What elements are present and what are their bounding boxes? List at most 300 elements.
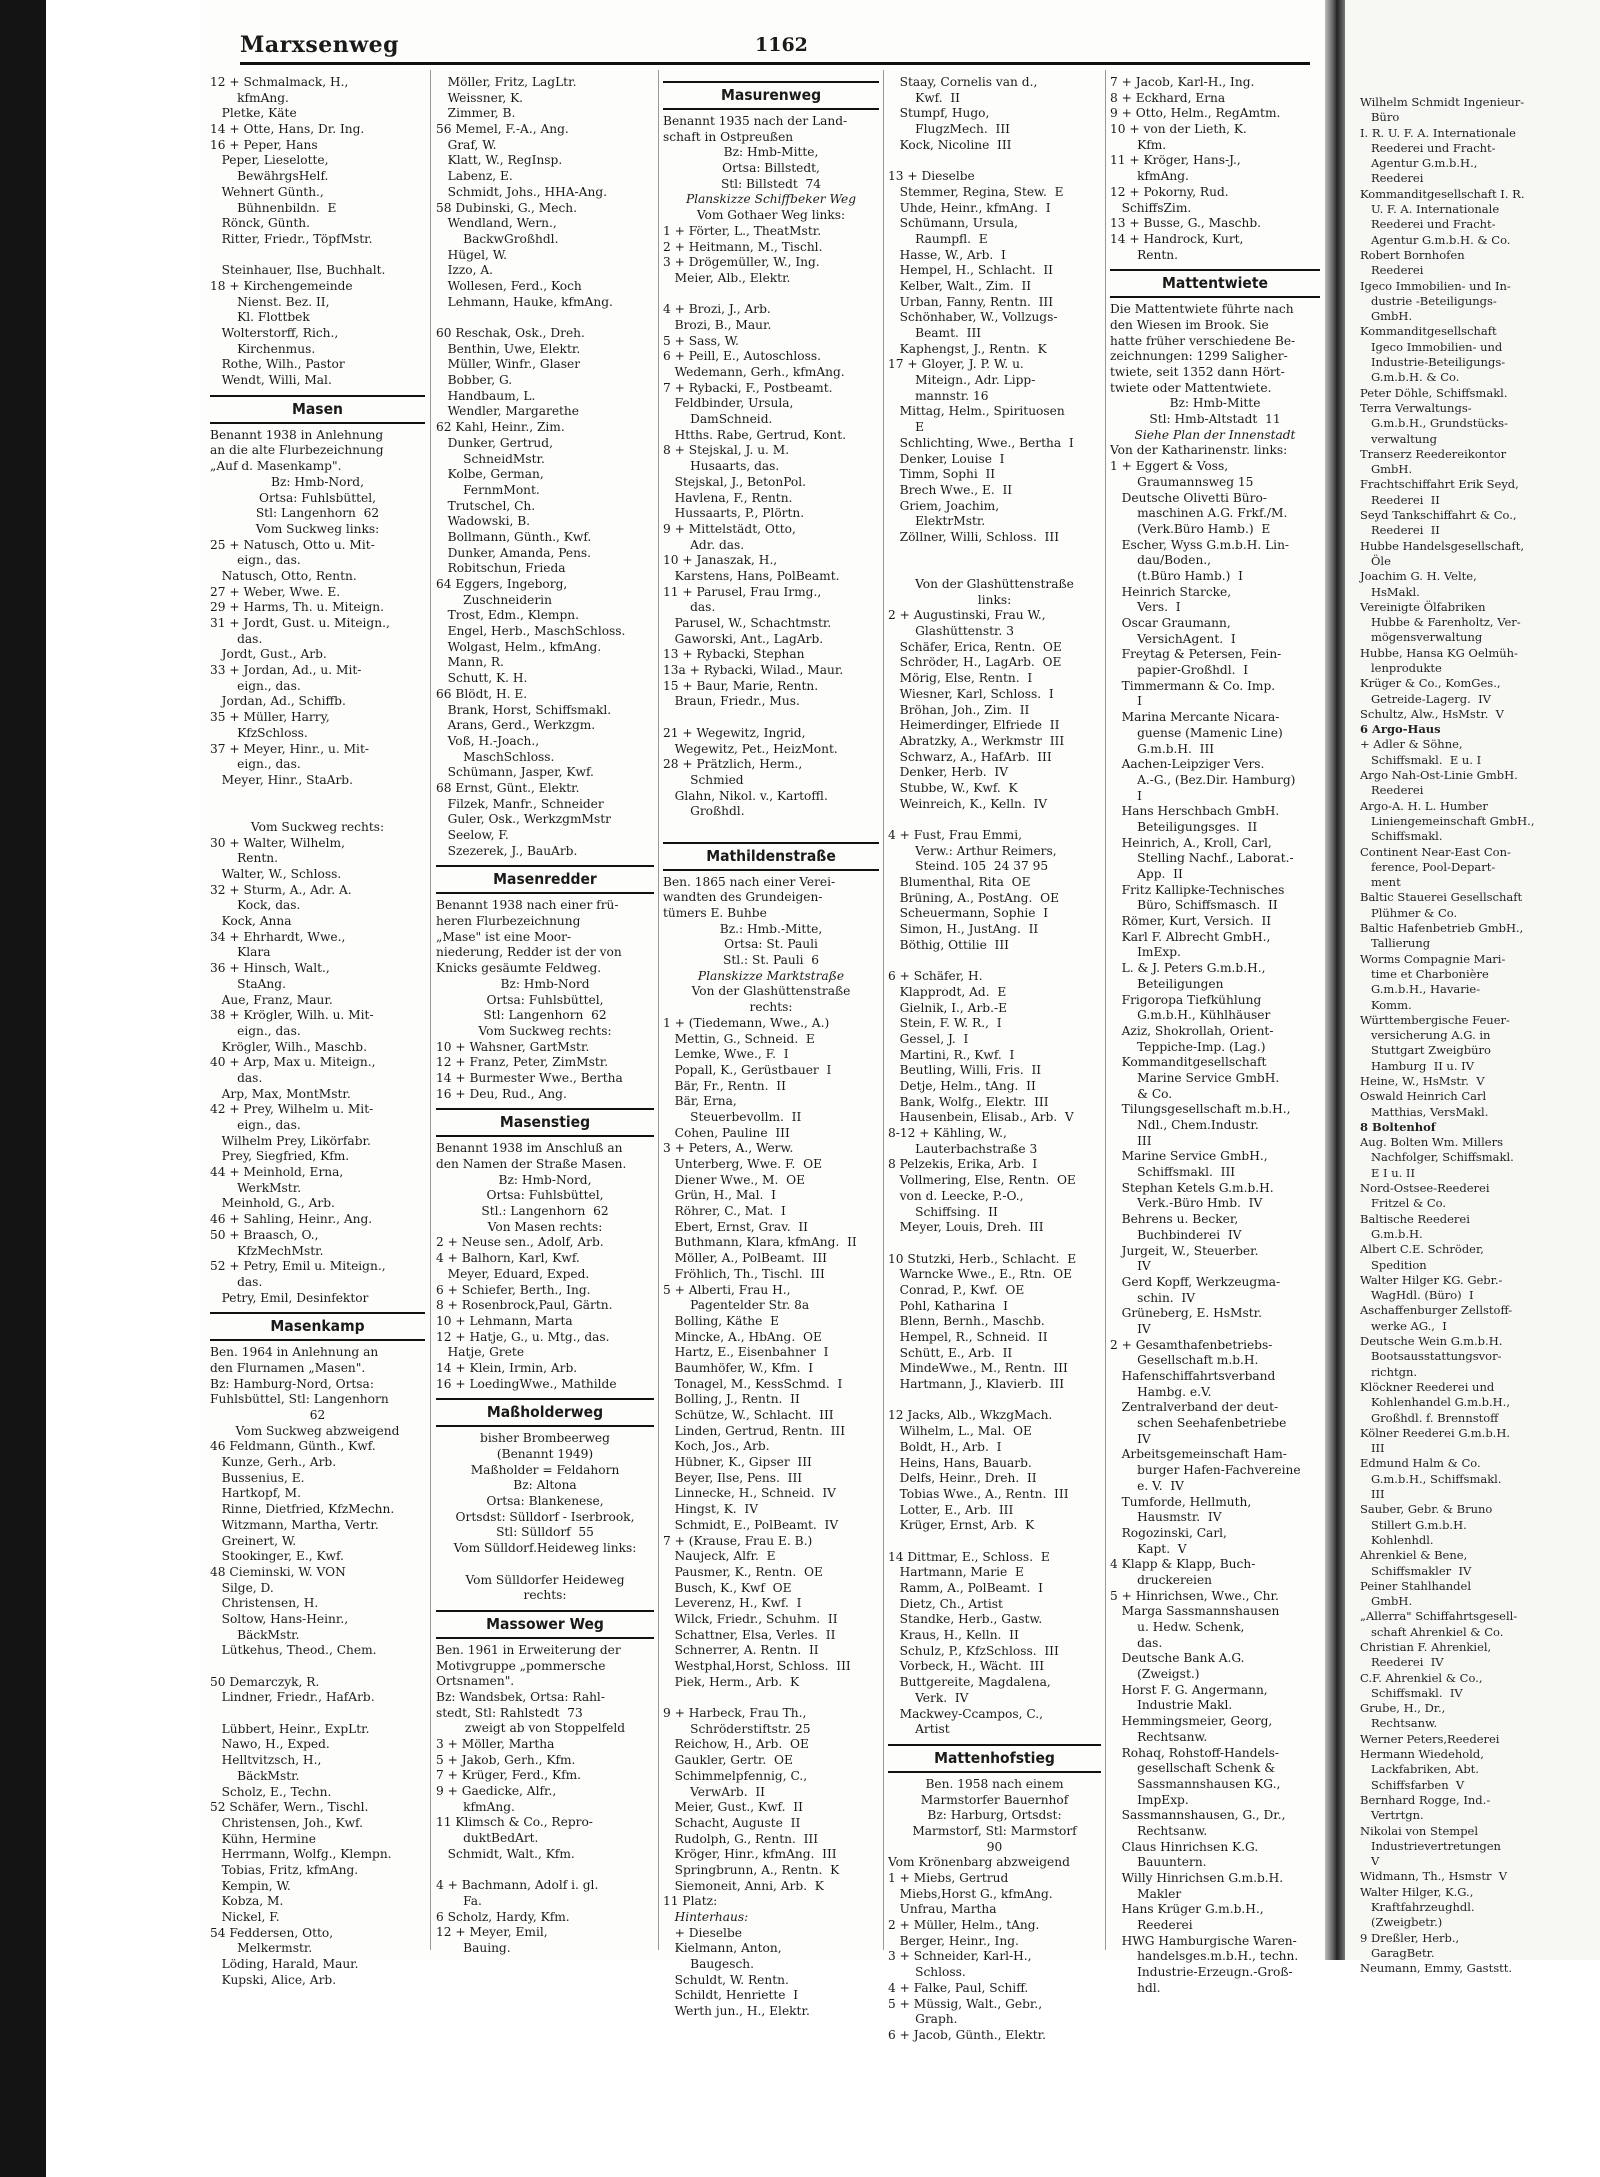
directory-entry-line: Benthin, Uwe, Elektr. [436, 341, 581, 356]
directory-entry-line: Bauing. [436, 1940, 511, 1955]
directory-entry-line: 9 + Gaedicke, Alfr., [436, 1784, 557, 1799]
directory-entry-line: Kwf. II [888, 90, 960, 105]
directory-entry-line: Plühmer & Co. [1360, 905, 1458, 920]
directory-entry-line: A.-G., (Bez.Dir. Hamburg) [1110, 772, 1296, 787]
directory-entry-line: Bz: Wandsbek, Ortsa: Rahl- [436, 1689, 605, 1704]
directory-entry-line: Szezerek, J., BauArb. [436, 843, 578, 858]
directory-entry-line: Naujeck, Alfr. E [663, 1549, 776, 1564]
directory-entry-line: Büro, Schiffsmasch. II [1110, 898, 1278, 913]
directory-entry-line: 46 Feldmann, Günth., Kwf. [210, 1439, 376, 1454]
directory-entry-line [436, 310, 654, 326]
directory-entry-line: Gesellschaft m.b.H. [1110, 1353, 1259, 1368]
directory-entry-line: Weinreich, K., Kelln. IV [888, 796, 1048, 811]
directory-entry-line: Robitschun, Frieda [436, 561, 566, 576]
directory-entry-line: 13 + Dieselbe [888, 169, 975, 184]
directory-entry-line: Makler [1110, 1886, 1182, 1901]
directory-entry-line: C.F. Ahrenkiel & Co., [1360, 1670, 1483, 1685]
directory-entry-line: Wolterstorff, Rich., [210, 326, 339, 340]
directory-entry-line: Deutsche Bank A.G. [1110, 1651, 1245, 1666]
directory-entry-line: Württembergische Feuer- [1360, 1012, 1510, 1027]
directory-entry-line: Meier, Gust., Kwf. II [663, 1800, 803, 1815]
directory-entry-line: Marine Service GmbH. [1110, 1070, 1280, 1085]
directory-entry-line: Schwarz, A., HafArb. III [888, 749, 1052, 764]
directory-entry-line: Ortsa: Fuhlsbüttel, [259, 490, 376, 505]
directory-entry-line: Vereinigte Ölfabriken [1360, 599, 1486, 614]
directory-entry-line: Reichow, H., Arb. OE [663, 1737, 809, 1752]
directory-entry-line: Widmann, Th., Hsmstr V [1360, 1869, 1508, 1884]
directory-entry-line: Martini, R., Kwf. I [888, 1047, 1015, 1062]
directory-entry-line: Zimmer, B. [436, 106, 516, 121]
directory-entry-line: Vom Krönenbarg abzweigend [888, 1855, 1070, 1870]
directory-entry-line: Lauterbachstraße 3 [888, 1141, 1038, 1156]
directory-entry-line: Wilhelm, L., Mal. OE [888, 1424, 1032, 1439]
directory-entry-line: 46 + Sahling, Heinr., Ang. [210, 1212, 373, 1227]
directory-entry-line: Verw.: Arthur Reimers, [888, 843, 1057, 858]
directory-entry-line: E [888, 420, 925, 435]
directory-entry-line: Sauber, Gebr. & Bruno [1360, 1502, 1493, 1517]
directory-entry-line: heren Flurbezeichnung [436, 914, 581, 929]
directory-entry-line: Krüger & Co., KomGes., [1360, 676, 1501, 691]
directory-entry-line: Scholz, E., Techn. [210, 1784, 332, 1799]
directory-entry-line: Sassmannshausen KG., [1110, 1776, 1281, 1791]
directory-entry-line: Industrievertretungen [1360, 1838, 1501, 1853]
directory-entry-line: Vers. I [1110, 600, 1181, 615]
directory-entry-line: Seelow, F. [436, 828, 509, 842]
directory-entry-line: papier-Großhdl. I [1110, 663, 1249, 678]
directory-entry-line: Hübner, K., Gipser III [663, 1455, 812, 1470]
directory-entry-line: 13 + Busse, G., Maschb. [1110, 216, 1262, 231]
directory-entry-line: 21 + Wegewitz, Ingrid, [663, 725, 806, 740]
street-heading: Masen [210, 395, 425, 424]
directory-entry-line: Wadowski, B. [436, 514, 531, 529]
directory-entry-line: Vertrtgn. [1360, 1808, 1424, 1823]
directory-entry-line: e. V. IV [1110, 1478, 1184, 1493]
directory-entry-line: Willy Hinrichsen G.m.b.H. [1110, 1871, 1284, 1885]
directory-entry-line: Adr. das. [663, 537, 745, 552]
directory-entry-line: Ahrenkiel & Bene, [1360, 1548, 1468, 1563]
directory-entry-line: 32 + Sturm, A., Adr. A. [210, 882, 352, 897]
directory-entry-line: Vom Sülldorf.Heideweg links: [453, 1541, 637, 1556]
directory-entry-line: Beyer, Ilse, Pens. III [663, 1470, 803, 1485]
directory-entry-line: BackwGroßhdl. [436, 231, 559, 246]
directory-entry-line: 25 + Natusch, Otto u. Mit- [210, 537, 375, 552]
directory-entry-line: Steuerbevollm. II [663, 1109, 802, 1124]
directory-entry-line: Kapt. V [1110, 1541, 1187, 1556]
directory-entry-line: GaragBetr. [1360, 1945, 1435, 1960]
directory-entry-line: Rentn. [210, 851, 278, 866]
directory-entry-line: Unterberg, Wwe. F. OE [663, 1157, 823, 1171]
directory-entry-line: App. II [1110, 867, 1183, 881]
directory-entry-line: Pagentelder Str. 8a [663, 1298, 810, 1313]
directory-entry-line: Benannt 1935 nach der Land- [663, 114, 848, 128]
directory-entry-line: 12 + Franz, Peter, ZimMstr. [436, 1055, 609, 1070]
directory-entry-line: VerwArb. II [663, 1784, 765, 1799]
directory-entry-line: 10 + Wahsner, GartMstr. [436, 1039, 590, 1054]
directory-entry-line: Tonagel, M., KessSchmd. I [663, 1376, 843, 1391]
directory-entry-line: den Namen der Straße Masen. [436, 1157, 627, 1171]
directory-entry-line [888, 1393, 1101, 1409]
directory-entry-line: Reederei und Fracht- [1360, 217, 1496, 232]
directory-entry-line: Kölner Reederei G.m.b.H. [1360, 1425, 1511, 1440]
directory-entry-line: Ortsa: Fuhlsbüttel, [486, 1188, 604, 1203]
directory-entry-line: Werth jun., H., Elektr. [663, 2004, 810, 2019]
directory-entry-line: Vom Sülldorfer Heideweg [465, 1572, 625, 1587]
directory-entry-line: Hügel, W. [436, 247, 508, 262]
directory-entry-line: Brech Wwe., E. II [888, 482, 1013, 497]
directory-entry-line: Siemoneit, Anni, Arb. K [663, 1878, 824, 1893]
directory-entry-line: Brüning, A., PostAng. OE [888, 890, 1059, 905]
directory-entry-line: Behrens u. Becker, [1110, 1212, 1239, 1227]
directory-entry-line: Rechtsanw. [1360, 1716, 1438, 1731]
directory-entry-line: 5 + Hinrichsen, Wwe., Chr. [1110, 1588, 1279, 1603]
directory-entry-line: Klara [210, 945, 271, 960]
directory-entry-line: Die Mattentwiete führte nach [1110, 302, 1294, 317]
directory-entry-line: „Allerra" Schiffahrtsgesell- [1360, 1609, 1518, 1624]
directory-entry-line: Glashüttenstr. 3 [888, 624, 1014, 639]
directory-entry-line [436, 1863, 654, 1879]
directory-entry-line: Brozi, B., Maur. [663, 317, 772, 332]
directory-entry-line: Denker, Louise I [888, 451, 1005, 466]
directory-entry-line: 6 Scholz, Hardy, Kfm. [436, 1909, 570, 1924]
directory-entry-line: verwaltung [1360, 431, 1437, 446]
directory-entry-line: 6 + Jacob, Günth., Elektr. [888, 2027, 1047, 2042]
directory-entry-line: Arans, Gerd., Werkzgm. [436, 718, 596, 733]
street-heading: Masenredder [436, 865, 654, 894]
directory-entry-line: Walter, W., Schloss. [210, 867, 342, 881]
directory-entry-line: Hingst, K. IV [663, 1502, 759, 1517]
directory-entry-line: Mettin, G., Schneid. E [663, 1031, 815, 1046]
directory-entry-line: Kfm. [1110, 137, 1167, 152]
directory-entry-line: 54 Feddersen, Otto, [210, 1925, 334, 1940]
directory-entry-line: Boldt, H., Arb. I [888, 1439, 1002, 1454]
directory-entry-line: Simon, H., JustAng. II [888, 922, 1039, 937]
directory-entry-line: Stemmer, Regina, Stew. E [888, 184, 1064, 199]
directory-entry-line: Springbrunn, A., Rentn. K [663, 1862, 840, 1877]
directory-entry-line: 17 + Gloyer, J. P. W. u. [888, 357, 1024, 372]
directory-entry-line: 10 + Lehmann, Marta [436, 1313, 573, 1328]
directory-entry-line: Kommanditgesellschaft [1110, 1055, 1267, 1070]
directory-entry-line: 48 Cieminski, W. VON [210, 1564, 346, 1579]
directory-entry-line: Industrie-Beteiligungs- [1360, 355, 1506, 370]
directory-entry-line: Marina Mercante Nicara- [1110, 710, 1280, 725]
directory-entry-line: Fröhlich, Th., Tischl. III [663, 1266, 825, 1281]
directory-entry-line: Komm. [1360, 997, 1412, 1012]
directory-entry-line: Rechtsanw. [1110, 1823, 1208, 1838]
directory-entry-line: Popall, K., Gerüstbauer I [663, 1062, 832, 1077]
directory-entry-line: III [1110, 1133, 1152, 1148]
directory-entry-line: Klatt, W., RegInsp. [436, 153, 563, 168]
directory-entry-line: Vorbeck, H., Wächt. III [888, 1659, 1045, 1674]
directory-entry-line: schin. IV [1110, 1290, 1196, 1305]
directory-entry-line: Stejskal, J., BetonPol. [663, 474, 807, 489]
directory-entry-line: Schümann, Ursula, [888, 216, 1019, 231]
directory-entry-line: 2 + Augustinski, Frau W., [888, 608, 1046, 623]
directory-entry-line: Prey, Siegfried, Kfm. [210, 1149, 350, 1164]
directory-entry-line: 5 + Alberti, Frau H., [663, 1282, 791, 1297]
directory-entry-line: Ben. 1865 nach einer Verei- [663, 874, 836, 889]
directory-entry-line: Edmund Halm & Co. [1360, 1456, 1481, 1471]
directory-entry-line: Hatje, Grete [436, 1345, 525, 1360]
directory-entry-line: Stein, F. W. R., I [888, 1016, 1002, 1031]
directory-entry-line: Aachen-Leipziger Vers. [1110, 757, 1265, 772]
directory-entry-line: Fritzel & Co. [1360, 1196, 1447, 1211]
directory-entry-line: 8 + Eckhard, Erna [1110, 90, 1226, 105]
directory-entry-line: hdl. [1110, 1980, 1161, 1995]
directory-entry-line: 5 + Müssig, Walt., Gebr., [888, 1996, 1043, 2011]
directory-entry-line: Lackfabriken, Abt. [1360, 1762, 1479, 1777]
directory-entry-line: Bz: Hmb-Nord, [271, 474, 364, 489]
directory-entry-line: Mörig, Else, Rentn. I [888, 671, 1033, 686]
directory-entry-line: Schönhaber, W., Vollzugs- [888, 310, 1058, 325]
directory-entry-line: schaft in Ostpreußen [663, 129, 794, 144]
directory-entry-line: Graph. [888, 2012, 958, 2027]
directory-entry-line: rechts: [749, 1000, 793, 1015]
directory-entry-line: Fuhlsbüttel, Stl: Langenhorn [210, 1392, 389, 1407]
directory-entry-line: Hartz, E., Eisenbahner I [663, 1345, 829, 1360]
directory-entry-line: 18 + Kirchengemeinde [210, 278, 353, 293]
directory-entry-line: Reederei [1110, 1918, 1193, 1933]
directory-entry-line: Kaphengst, J., Rentn. K [888, 341, 1047, 356]
directory-entry-line: 28 + Prätzlich, Herm., [663, 757, 803, 772]
directory-entry-line: Liniengemeinschaft GmbH., [1360, 813, 1535, 828]
directory-entry-line: Bär, Fr., Rentn. II [663, 1078, 786, 1093]
directory-entry-line: 62 Kahl, Heinr., Zim. [436, 420, 565, 435]
directory-column-4 [888, 75, 1101, 2044]
directory-entry-line: Guler, Osk., WerkzgmMstr [436, 812, 611, 827]
directory-entry-line: Natusch, Otto, Rentn. [210, 568, 357, 583]
page-number: 1162 [755, 34, 808, 56]
directory-entry-line: Lütkehus, Theod., Chem. [210, 1643, 377, 1658]
directory-entry-line: Warncke Wwe., E., Rtn. OE [888, 1267, 1073, 1282]
directory-entry-line: 14 + Burmester Wwe., Bertha [436, 1070, 623, 1085]
directory-entry-line: 6 + Peill, E., Autoschloss. [663, 349, 821, 364]
directory-entry-line: Hubbe Handelsgesellschaft, [1360, 538, 1525, 553]
directory-entry-line: Kl. Flottbek [210, 310, 310, 325]
directory-entry-line: 60 Reschak, Osk., Dreh. [436, 326, 585, 340]
directory-entry-line: maschinen A.G. Frkf./M. [1110, 506, 1288, 521]
directory-entry-line: Kirchenmus. [210, 341, 316, 356]
directory-column-3 [663, 75, 879, 2020]
directory-entry-line: ImpExp. [1110, 1792, 1189, 1807]
directory-entry-line: Schmidt, Johs., HHA-Ang. [436, 184, 607, 199]
directory-entry-line: Gessel, J. I [888, 1031, 969, 1046]
directory-entry-line: GmbH. [1360, 309, 1413, 324]
directory-entry-line: Karl F. Albrecht GmbH., [1110, 929, 1271, 944]
directory-entry-line: das. [210, 1274, 263, 1289]
directory-entry-line: duktBedArt. [436, 1831, 539, 1846]
directory-entry-line: Buttgereite, Magdalena, [888, 1675, 1051, 1690]
directory-entry-line: Stl.: Langenhorn 62 [481, 1204, 609, 1219]
directory-entry-line: Motivgruppe „pommersche [436, 1658, 606, 1673]
directory-entry-line: Aziz, Shokrollah, Orient- [1110, 1023, 1274, 1038]
directory-entry-line: Schiffsmakl. [1360, 829, 1443, 844]
directory-entry-line: Hermann Wiedehold, [1360, 1747, 1484, 1762]
directory-entry-line: burger Hafen-Fachvereine [1110, 1463, 1301, 1478]
directory-entry-line: Großhdl. f. Brennstoff [1360, 1410, 1499, 1425]
directory-entry-line: E I u. II [1360, 1165, 1416, 1180]
directory-entry-line: 5 + Sass, W. [663, 333, 739, 348]
directory-entry-line: Von der Katharinenstr. links: [1110, 443, 1288, 458]
directory-entry-line: Schmidt, E., PolBeamt. IV [663, 1517, 839, 1532]
directory-entry-line: 16 + Deu, Rud., Ang. [436, 1086, 567, 1101]
directory-entry-line: twiete, seit 1352 dann Hört- [1110, 365, 1285, 379]
directory-entry-line: Schulz, P., KfzSchloss. III [888, 1643, 1059, 1658]
directory-entry-line: Schmidt, Walt., Kfm. [436, 1846, 575, 1861]
directory-entry-line: Stl: Langenhorn 62 [255, 506, 380, 521]
directory-entry-line: 10 + Janaszak, H., [663, 553, 778, 568]
directory-entry-line: Hamburg II u. IV [1360, 1058, 1475, 1073]
adjacent-page-column [1360, 95, 1595, 1977]
directory-entry-line: Meyer, Eduard, Exped. [436, 1266, 590, 1281]
directory-entry-line [888, 153, 1101, 169]
directory-entry-line: Kolbe, German, [436, 467, 544, 482]
directory-entry-line: 7 + Jacob, Karl-H., Ing. [1110, 75, 1255, 89]
directory-entry-line: Linden, Gertrud, Rentn. III [663, 1423, 846, 1438]
directory-entry-line: Fa. [436, 1893, 482, 1908]
directory-entry-line: Heine, W., HsMstr. V [1360, 1074, 1485, 1088]
directory-entry-line: 4 Klapp & Klapp, Buch- [1110, 1557, 1256, 1572]
directory-entry-line: Beutling, Willi, Fris. II [888, 1063, 1042, 1078]
directory-entry-line: 15 + Baur, Marie, Rentn. [663, 678, 819, 693]
directory-entry-line: 2 + Neuse sen., Adolf, Arb. [436, 1235, 604, 1250]
directory-entry-line: Nachfolger, Schiffsmakl. [1360, 1150, 1514, 1165]
directory-entry-line: Von der Glashüttenstraße [915, 577, 1074, 591]
directory-entry-line: Marga Sassmannshausen [1110, 1604, 1280, 1619]
directory-entry-line: 16 + Peper, Hans [210, 137, 318, 152]
directory-entry-line: Sassmannshausen, G., Dr., [1110, 1808, 1286, 1823]
directory-entry-line: Planskizze Schiffbeker Weg [685, 192, 857, 207]
directory-entry-line: Bootsausstattungsvor- [1360, 1349, 1502, 1364]
directory-entry-line: Schmied [663, 772, 744, 787]
directory-entry-line: Knicks gesäumte Feldweg. [436, 961, 602, 976]
directory-entry-line: Verk.-Büro Hmb. IV [1110, 1196, 1263, 1211]
directory-entry-line: Reederei und Fracht- [1360, 140, 1496, 155]
directory-entry-line: eign., das. [210, 553, 301, 568]
directory-entry-line: Bz: Harburg, Ortsdst: [927, 1808, 1062, 1823]
directory-entry-line: 7 + Krüger, Ferd., Kfm. [436, 1768, 582, 1783]
directory-entry-line: Greinert, W. [210, 1533, 297, 1548]
directory-entry-line: Bernhard Rogge, Ind.- [1360, 1792, 1491, 1807]
directory-entry-line: ImExp. [1110, 945, 1181, 960]
directory-entry-line: 50 + Braasch, O., [210, 1227, 319, 1242]
directory-entry-line: Pohl, Katharina I [888, 1298, 1008, 1313]
directory-entry-line: 58 Dubinski, G., Mech. [436, 200, 578, 215]
directory-entry-line: Grube, H., Dr., [1360, 1701, 1446, 1716]
directory-entry-line: Schuldt, W. Rentn. [663, 1972, 789, 1987]
directory-entry-line: Meyer, Hinr., StaArb. [210, 772, 353, 787]
directory-entry-line: Leverenz, H., Kwf. I [663, 1596, 802, 1611]
directory-entry-line: Frachtschiffahrt Erik Seyd, [1360, 477, 1519, 492]
directory-entry-line: Ben. 1964 in Anlehnung an [210, 1345, 379, 1360]
directory-entry-line: Oscar Graumann, [1110, 616, 1231, 630]
directory-entry-line: Bz: Hmb-Mitte, [723, 145, 819, 160]
directory-entry-line: Stl: Billstedt 74 [720, 176, 822, 191]
directory-entry-line: Artist [888, 1722, 950, 1737]
directory-entry-line: 33 + Jordan, Ad., u. Mit- [210, 663, 362, 678]
column-divider [883, 70, 884, 1950]
directory-entry-line: das. [1110, 1635, 1163, 1650]
directory-entry-line: 4 + Balhorn, Karl, Kwf. [436, 1251, 580, 1266]
directory-entry-line: Bolling, J., Rentn. II [663, 1392, 800, 1407]
directory-entry-line: Rechtsanw. [1110, 1729, 1208, 1744]
directory-entry-line: Peter Döhle, Schiffsmakl. [1360, 385, 1508, 400]
directory-entry-line: Blumenthal, Rita OE [888, 875, 1031, 890]
directory-entry-line: Horst F. G. Angermann, [1110, 1682, 1268, 1697]
directory-entry-line: Hafenschiffahrtsverband [1110, 1369, 1276, 1383]
directory-entry-line: Cohen, Pauline III [663, 1125, 790, 1140]
directory-entry-line: Schultz, Alw., HsMstr. V [1360, 706, 1504, 721]
directory-entry-line: Blenn, Bernh., Maschb. [888, 1314, 1045, 1329]
directory-entry-line: Zentralverband der deut- [1110, 1400, 1279, 1415]
directory-entry-line: Schiffsmakl. III [1110, 1165, 1236, 1180]
directory-entry-line: Grüneberg, E. HsMstr. [1110, 1306, 1263, 1321]
directory-entry-line: Matthias, VersMakl. [1360, 1104, 1489, 1119]
directory-entry-line: G.m.b.H., Havarie- [1360, 982, 1481, 997]
directory-entry-line: DamSchneid. [663, 412, 773, 427]
directory-entry-line: Rinne, Dietfried, KfzMechn. [210, 1502, 395, 1517]
directory-entry-line: Röhrer, C., Mat. I [663, 1204, 786, 1219]
column-divider [1105, 70, 1106, 1950]
directory-entry-line: 8 + Stejskal, J. u. M. [663, 443, 790, 458]
directory-entry-line: gesellschaft Schenk & [1110, 1761, 1276, 1776]
directory-entry-line: Stillert G.m.b.H. [1360, 1517, 1467, 1532]
directory-entry-line: Ortsnamen". [436, 1674, 515, 1689]
directory-entry-line: Parusel, W., Schachtmstr. [663, 616, 832, 630]
directory-entry-line: Schildt, Henriette I [663, 1988, 799, 2003]
directory-entry-line: Reederei IV [1360, 1655, 1444, 1670]
directory-entry-line: Scheuermann, Sophie I [888, 906, 1049, 921]
directory-entry-line: Hempel, R., Schneid. II [888, 1330, 1048, 1344]
directory-entry-line: Nikolai von Stempel [1360, 1823, 1479, 1838]
directory-entry-line: ference, Pool-Depart- [1360, 859, 1496, 874]
directory-entry-line: Escher, Wyss G.m.b.H. Lin- [1110, 537, 1290, 552]
directory-entry-line: I [1110, 694, 1142, 709]
directory-entry-line: Deutsche Wein G.m.b.H. [1360, 1334, 1503, 1349]
directory-entry-line: Benannt 1938 nach einer frü- [436, 898, 619, 913]
directory-entry-line: 1 + Eggert & Voss, [1110, 459, 1229, 474]
directory-entry-line: Rönck, Günth. [210, 216, 310, 231]
directory-entry-line: WerkMstr. [210, 1180, 302, 1195]
directory-entry-line: 1 + Miebs, Gertrud [888, 1871, 1009, 1885]
directory-entry-line: Christensen, Joh., Kwf. [210, 1815, 363, 1830]
directory-entry-line: Kielmann, Anton, [663, 1941, 782, 1956]
directory-entry-line: Werner Peters,Reederei [1360, 1731, 1500, 1746]
directory-entry-line: 4 + Brozi, J., Arb. [663, 302, 771, 317]
directory-entry-line: Continent Near-East Con- [1360, 844, 1511, 859]
directory-entry-line: an die alte Flurbezeichnung [210, 443, 384, 458]
directory-entry-line: IV [1110, 1259, 1151, 1274]
directory-entry-line: Wiesner, Karl, Schloss. I [888, 686, 1054, 701]
directory-entry-line: 1 + Förter, L., TheatMstr. [663, 223, 822, 238]
directory-entry-line: Klöckner Reederei und [1360, 1379, 1495, 1394]
directory-entry-line: Dietz, Ch., Artist [888, 1596, 1003, 1611]
directory-entry-line: niederung, Redder ist der von [436, 945, 622, 960]
directory-entry-line: Htths. Rabe, Gertrud, Kont. [663, 427, 847, 442]
directory-entry-line: G.m.b.H. III [1110, 741, 1215, 756]
directory-entry-line: Argo-A. H. L. Humber [1360, 798, 1488, 813]
directory-entry-line: zeichnungen: 1299 Saligher- [1110, 349, 1288, 364]
directory-entry-line: dustrie -Beteiligungs- [1360, 293, 1497, 308]
directory-entry-line: Robert Bornhofen [1360, 247, 1465, 262]
directory-entry-line: Kock, Anna [210, 914, 292, 929]
directory-entry-line: 9 Dreßler, Herb., [1360, 1930, 1460, 1945]
directory-entry-line: Ritter, Friedr., TöpfMstr. [210, 231, 373, 246]
directory-entry-line: Möller, Fritz, LagLtr. [436, 75, 577, 89]
directory-entry-line: Wegewitz, Pet., HeizMont. [663, 741, 838, 756]
column-divider [430, 70, 431, 1950]
directory-entry-line: Trutschel, Ch. [436, 498, 536, 513]
directory-entry-line: Soltow, Hans-Heinr., [210, 1611, 349, 1626]
